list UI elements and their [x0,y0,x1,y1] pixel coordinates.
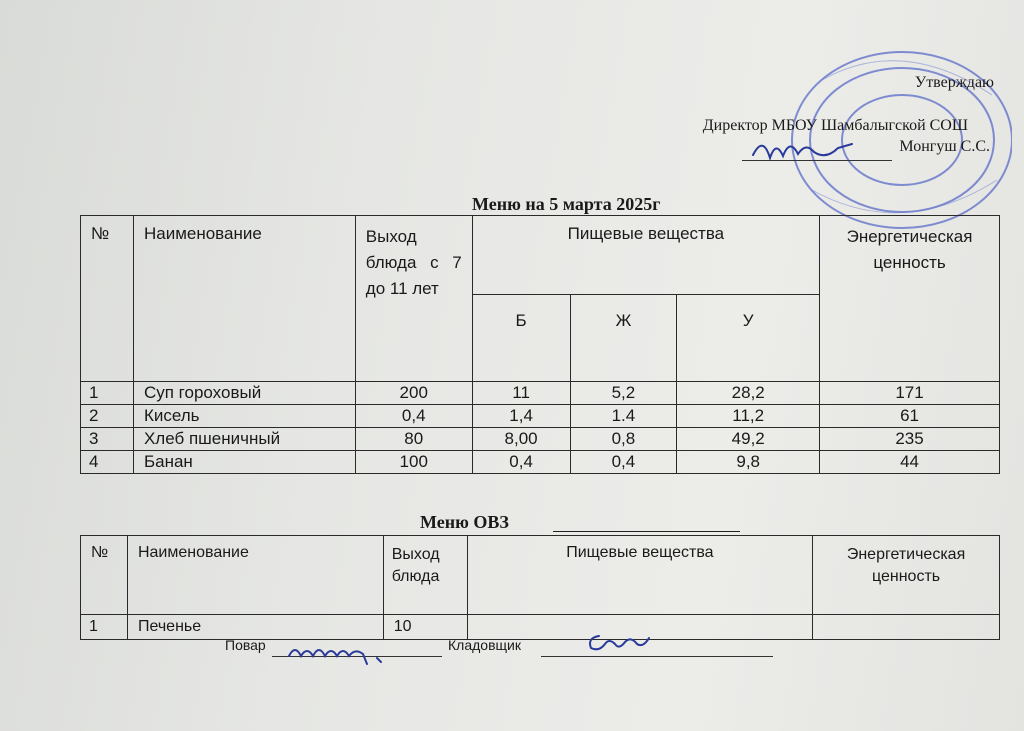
storekeeper-signature [585,628,655,658]
storekeeper-signature-line [541,656,773,657]
approval-label: Утверждаю [914,74,994,91]
table-row: 1 Суп гороховый 200 11 5,2 28,2 171 [81,382,1000,405]
table-row: 4 Банан 100 0,4 0,4 9,8 44 [81,451,1000,474]
storekeeper-label: Кладовщик [448,637,521,653]
ovz-header-energy: Энергетическая ценность [813,536,1000,615]
header-energy: Энергетическая ценность [820,216,1000,382]
menu-ovz-title: Меню ОВЗ [420,512,509,532]
table-row: 1 Печенье 10 [81,615,1000,640]
header-yield: Выход блюда с 7 до 11 лет [355,216,472,382]
header-num: № [81,216,134,382]
header-fat: Ж [570,295,677,382]
ovz-header-yield: Выход блюда [383,536,467,615]
table-row: 2 Кисель 0,4 1,4 1.4 11,2 61 [81,405,1000,428]
header-nutrients: Пищевые вещества [472,216,819,295]
cook-label: Повар [225,637,266,653]
header-protein: Б [472,295,570,382]
menu-title: Меню на 5 марта 2025г [472,194,661,214]
header-name: Наименование [133,216,355,382]
table-row: 3 Хлеб пшеничный 80 8,00 0,8 49,2 235 [81,428,1000,451]
ovz-header-name: Наименование [127,536,383,615]
menu-ovz-underline [553,531,740,532]
director-signature [748,130,858,170]
ovz-header-nutrients: Пищевые вещества [467,536,812,615]
director-title: Директор МБОУ Шамбалыгской СОШ [702,117,968,134]
header-carbs: У [677,295,820,382]
ovz-header-num: № [81,536,128,615]
menu-ovz-table [80,535,1000,640]
menu-table [80,215,1000,474]
director-name: Монгуш С.С. [899,138,990,155]
cook-signature [285,638,395,668]
